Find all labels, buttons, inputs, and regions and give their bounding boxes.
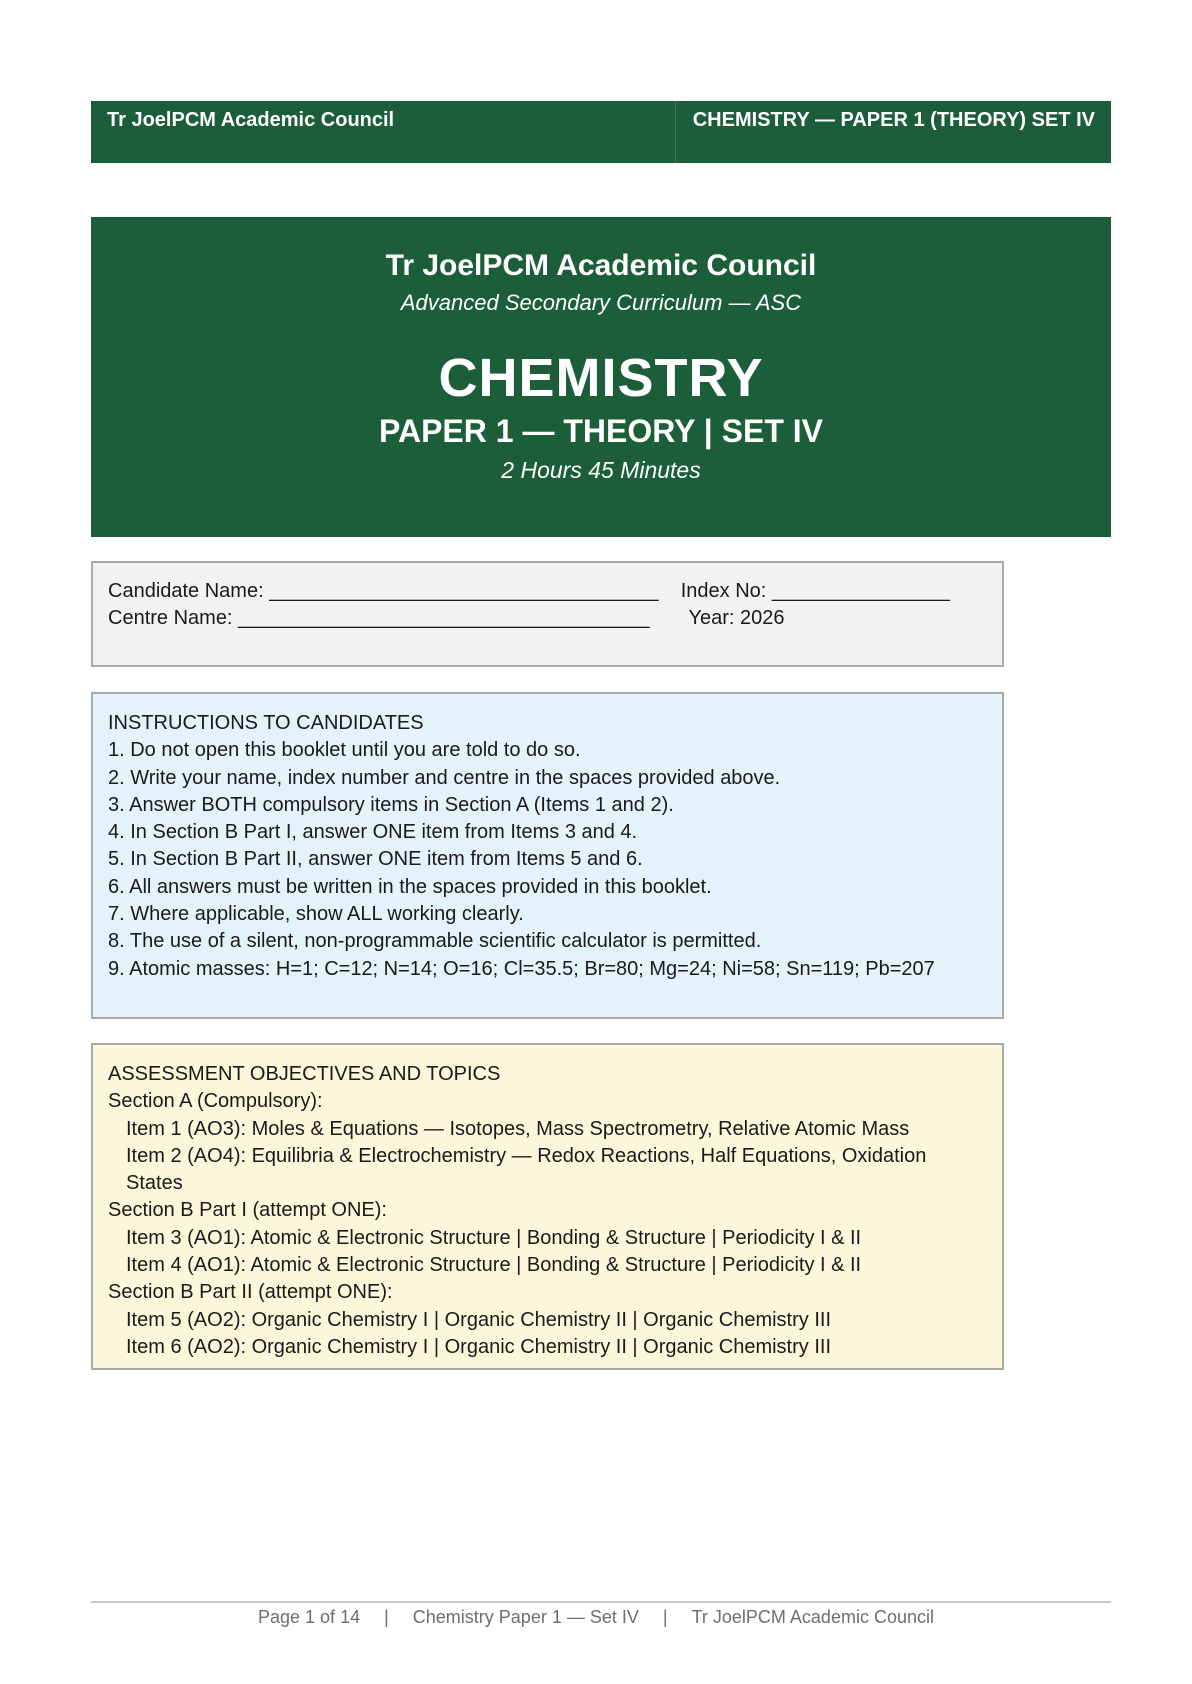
instruction-item: 8. The use of a silent, non-programmable scientific calculator is permitted. bbox=[108, 930, 762, 953]
instructions-box bbox=[91, 692, 1004, 1019]
objective-item-3: Item 3 (AO1): Atomic & Electronic Structure | Bonding & Structure | Periodicity I & II bbox=[126, 1226, 862, 1249]
page-footer bbox=[0, 1607, 1192, 1628]
instruction-item: 5. In Section B Part II, answer ONE item from Items 5 and 6. bbox=[108, 848, 643, 871]
header-council-name: Tr JoelPCM Academic Council bbox=[91, 101, 676, 163]
footer-separator: | bbox=[384, 1607, 389, 1627]
cover-duration: 2 Hours 45 Minutes bbox=[501, 457, 701, 483]
section-a-heading: Section A (Compulsory): bbox=[108, 1090, 323, 1113]
instruction-item: 2. Write your name, index number and centre in the spaces provided above. bbox=[108, 766, 781, 789]
instruction-item: 6. All answers must be written in the spaces provided in this booklet. bbox=[108, 875, 712, 898]
cover-curriculum: Advanced Secondary Curriculum — ASC bbox=[400, 290, 802, 315]
cover-title-block bbox=[91, 217, 1111, 537]
header-paper-title: CHEMISTRY — PAPER 1 (THEORY) SET IV bbox=[692, 109, 1095, 131]
instructions-heading: INSTRUCTIONS TO CANDIDATES bbox=[108, 712, 424, 734]
instruction-item: 1. Do not open this booklet until you are told to do so. bbox=[108, 739, 581, 762]
footer-paper-title: Chemistry Paper 1 — Set IV bbox=[412, 1607, 639, 1627]
footer-page-number: Page 1 of 14 bbox=[258, 1607, 361, 1627]
instruction-item: 3. Answer BOTH compulsory items in Section A (Items 1 and 2). bbox=[108, 793, 674, 816]
objective-item-6: Item 6 (AO2): Organic Chemistry I | Organic Chemistry II | Organic Chemistry III bbox=[126, 1335, 831, 1358]
objective-item-2: Item 2 (AO4): Equilibria & Electrochemistry — Redox Reactions, Half Equations, Oxidation States bbox=[126, 1144, 927, 1195]
candidate-line-2 bbox=[108, 606, 987, 631]
candidate-details-box bbox=[91, 561, 1004, 667]
footer-separator: | bbox=[662, 1607, 668, 1627]
instruction-item: 7. Where applicable, show ALL working clearly. bbox=[108, 903, 524, 926]
candidate-line-1 bbox=[108, 579, 987, 604]
instruction-item: 9. Atomic masses: H=1; C=12; N=14; O=16; Cl=35.5; Br=80; Mg=24; Ni=58; Sn=119; Pb=207 bbox=[108, 957, 935, 980]
section-b2-heading: Section B Part II (attempt ONE): bbox=[108, 1281, 393, 1304]
objective-item-4: Item 4 (AO1): Atomic & Electronic Structure | Bonding & Structure | Periodicity I & II bbox=[126, 1254, 862, 1277]
candidate-name-field: Candidate Name: ___________________________________ bbox=[108, 580, 659, 602]
centre-name-field: Centre Name: _____________________________________ bbox=[108, 607, 650, 629]
cover-council-name: Tr JoelPCM Academic Council bbox=[385, 249, 817, 282]
objective-item-5: Item 5 (AO2): Organic Chemistry I | Organic Chemistry II | Organic Chemistry III bbox=[126, 1308, 831, 1331]
objectives-heading: ASSESSMENT OBJECTIVES AND TOPICS bbox=[108, 1063, 501, 1085]
assessment-objectives-box bbox=[91, 1043, 1004, 1370]
year-field: Year: 2026 bbox=[688, 607, 785, 629]
section-b1-heading: Section B Part I (attempt ONE): bbox=[108, 1199, 387, 1222]
cover-paper-set: PAPER 1 — THEORY | SET IV bbox=[378, 413, 823, 449]
index-number-field: Index No: ________________ bbox=[680, 580, 950, 602]
instruction-item: 4. In Section B Part I, answer ONE item from Items 3 and 4. bbox=[108, 821, 638, 844]
cover-subject: CHEMISTRY bbox=[438, 348, 764, 408]
running-header bbox=[91, 101, 1111, 163]
footer-council-name: Tr JoelPCM Academic Council bbox=[691, 1607, 934, 1627]
footer-divider bbox=[91, 1601, 1111, 1603]
objective-item-1: Item 1 (AO3): Moles & Equations — Isotopes, Mass Spectrometry, Relative Atomic Mass bbox=[126, 1117, 910, 1140]
